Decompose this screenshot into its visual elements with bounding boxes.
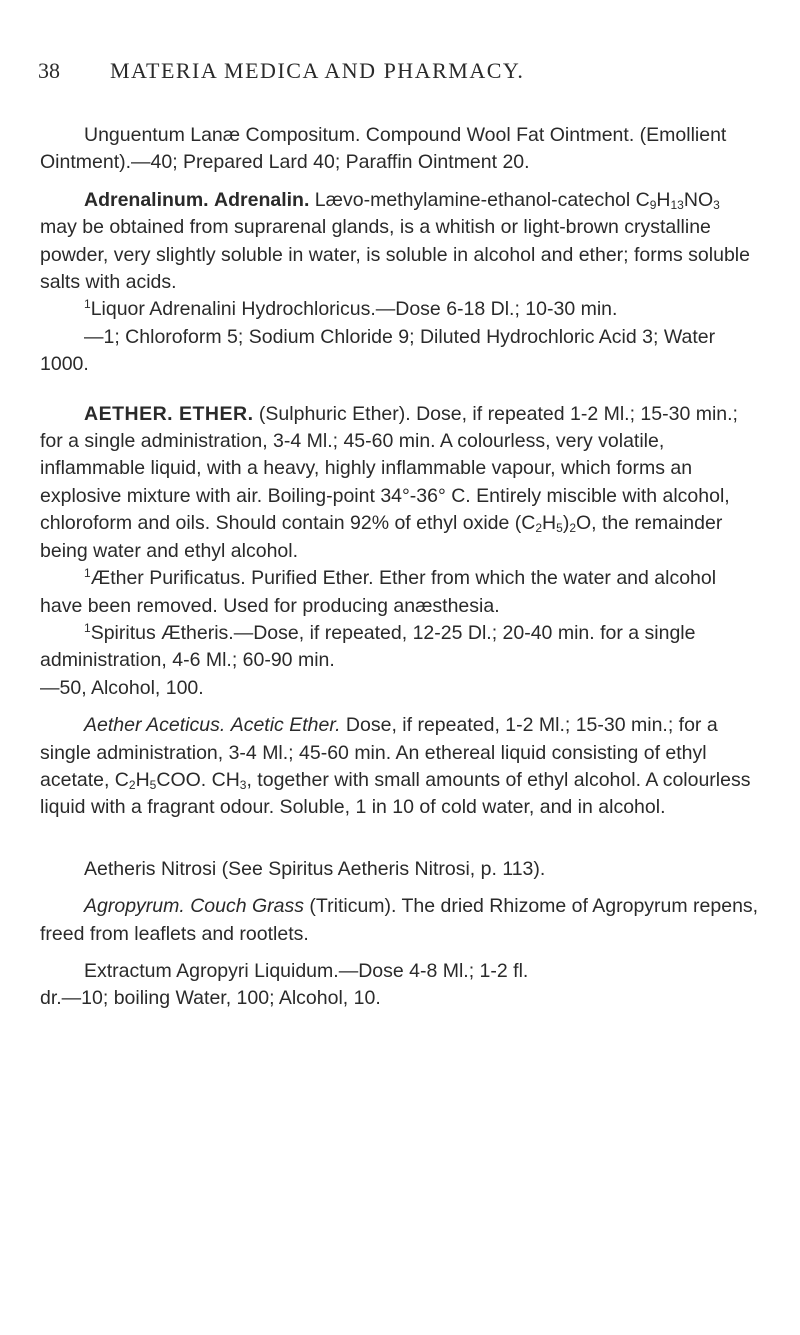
formula-subscript: 9 <box>649 197 657 212</box>
formula-part: NO <box>683 188 714 211</box>
entry-aetheris-nitrosi: Aetheris Nitrosi (See Spiritus Aetheris Nitrosi, p. 113). <box>84 857 546 880</box>
formula-part: H <box>656 188 671 211</box>
formula-part: H <box>542 512 557 535</box>
entry-preparation <box>40 565 762 620</box>
official-mark: 1 <box>84 620 91 635</box>
entry-english-name: Acetic Ether. <box>230 714 341 737</box>
entry-description: O, the remainder being water and ethyl alcohol. <box>40 512 723 562</box>
entry-description: Dose, if repeated, 1-2 Ml.; 15-30 min.; for a single administration, 3-4 Ml.; 45-60 min. An ethereal liquid consisting of ethyl acetate, C <box>40 714 718 791</box>
preparation-text: Spiritus Ætheris.—Dose, if repeated, 12-25 Dl.; 20-40 min. for a single administration, 4-6 Ml.; 60-90 min. <box>40 621 696 672</box>
entry-description: , together with small amounts of ethyl alcohol. A colourless liquid with a fragrant odour. Soluble, 1 in 10 of cold water, and in alcohol. <box>40 768 751 819</box>
formula-part: COO. CH <box>156 768 240 791</box>
entry-formula: —1; Chloroform 5; Sodium Chloride 9; Diluted Hydrochloric Acid 3; Water 1000. <box>40 325 716 376</box>
entry-description: may be obtained from suprarenal glands, is a whitish or light-brown crystalline powder, very slightly soluble in water, is soluble in alcohol and ether; forms soluble salts with acids. <box>40 216 750 294</box>
official-mark: 1 <box>84 297 91 312</box>
page-body <box>40 122 762 1013</box>
entry-description: (Sulphuric Ether). Dose, if repeated 1-2 Ml.; 15-30 min.; for a single administration, 3-4 Ml.; 45-60 min. A colourless, very volatile, inflammable liquid, with a heavy, highly inflammable vapour, which forms an explosive mixture with air. Boiling-point 34°-36° C. Entirely miscible with alcohol, chloroform and oils. Should contain 92% of ethyl oxide (C <box>40 402 738 535</box>
entry-adrenalinum <box>40 187 762 297</box>
page-number: 38 <box>38 58 60 83</box>
entry-english-name: Adrenalin. <box>214 188 310 211</box>
entry-aether-aceticus <box>40 712 762 822</box>
formula-part: H <box>135 768 150 791</box>
formula-subscript: 2 <box>128 777 136 792</box>
formula-subscript: 2 <box>569 521 577 536</box>
formula-subscript: 13 <box>670 197 684 212</box>
entry-preparation <box>40 620 762 675</box>
formula-subscript: 3 <box>239 777 247 792</box>
entry-preparation <box>40 296 762 323</box>
preparation-text: Liquor Adrenalini Hydrochloricus.—Dose 6-18 Dl.; 10-30 min. <box>90 298 618 321</box>
formula-subscript: 3 <box>713 197 720 212</box>
entry-agropyrum <box>40 893 762 948</box>
page-header <box>38 58 758 98</box>
preparation-text: Æther Purificatus. Purified Ether. Ether from which the water and alcohol have been removed. Used for producing anæsthesia. <box>40 567 717 617</box>
entry-unguentum: Unguentum Lanæ Compositum. Compound Wool Fat Ointment. (Emollient Ointment).—40; Prepared Lard 40; Paraffin Ointment 20. <box>40 124 727 174</box>
official-mark: 1 <box>84 566 91 581</box>
formula-subscript: 5 <box>556 521 563 536</box>
entry-formula: —50, Alcohol, 100. <box>40 676 204 699</box>
entry-formula: dr.—10; boiling Water, 100; Alcohol, 10. <box>40 987 381 1010</box>
formula-subscript: 2 <box>535 521 543 536</box>
entry-english-name: Couch Grass <box>190 895 305 918</box>
formula-part: ) <box>562 512 570 535</box>
formula-subscript: 5 <box>149 777 157 792</box>
entry-description: (Triticum). The dried Rhizome of Agropyrum repens, freed from leaflets and rootlets. <box>40 895 759 945</box>
entry-preparation: Extractum Agropyri Liquidum.—Dose 4-8 Ml.; 1-2 fl. <box>84 959 529 982</box>
entry-title: Adrenalinum. <box>84 188 209 211</box>
entry-description: Lævo-methylamine-ethanol-catechol C <box>309 188 650 211</box>
entry-title: Aether Aceticus. <box>84 714 226 737</box>
entry-title: Agropyrum. <box>84 895 185 918</box>
running-head: MATERIA MEDICA AND PHARMACY. <box>110 58 525 83</box>
entry-aether <box>40 401 762 565</box>
entry-title: AETHER. ETHER. <box>84 402 254 425</box>
